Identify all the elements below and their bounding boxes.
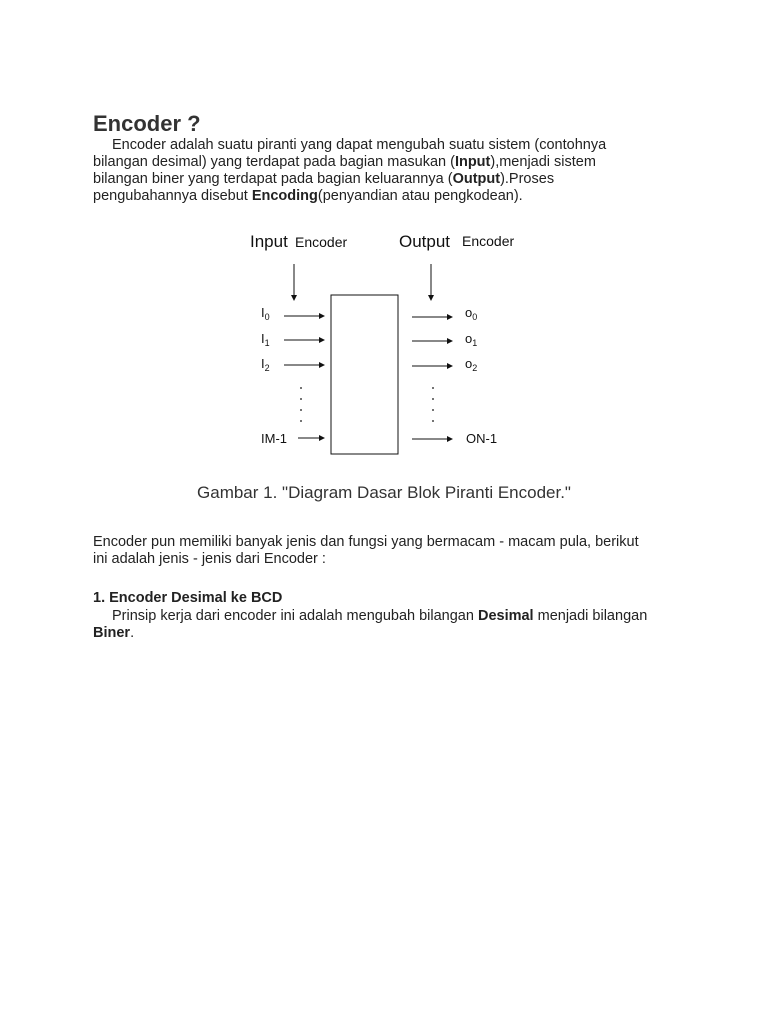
section-heading-decimal-bcd: 1. Encoder Desimal ke BCD [93, 590, 283, 606]
input-label-i2: $I_2$ [261, 356, 270, 373]
diagram-input-label: Input [250, 232, 288, 251]
types-intro-paragraph: Encoder pun memiliki banyak jenis dan fungsi yang bermacam - macam pula, berikut ini adalah jenis - jenis dari Encoder : [93, 534, 639, 567]
output-label-o0: $o_0$ [465, 305, 478, 322]
intro-bold-output: Output [452, 171, 501, 187]
intro-paragraph [93, 137, 653, 205]
section-text-2: menjadi bilangan [533, 608, 648, 624]
output-ellipsis [432, 387, 434, 422]
intro-text-4: (penyandian atau pengkodean). [317, 188, 523, 204]
input-label-i0: $I_0$ [261, 305, 270, 322]
intro-bold-input: Input [454, 154, 491, 170]
section-text-3: . [130, 625, 135, 641]
intro-text-1: Encoder adalah suatu piranti yang dapat mengubah suatu sistem (contohnya bilangan desimal) yang terdapat pada bagian masukan ( [93, 137, 607, 170]
figure-caption: Gambar 1. "Diagram Dasar Blok Piranti Encoder." [197, 483, 571, 502]
input-label-last: IM-1 [261, 431, 287, 446]
output-label-last: ON-1 [466, 431, 498, 446]
diagram-output-encoder-label: Encoder [462, 233, 515, 249]
encoder-block [331, 295, 398, 454]
page-title: Encoder ? [93, 111, 201, 136]
output-label-o1: $o_1$ [465, 331, 478, 348]
output-label-o2: $o_2$ [465, 356, 478, 373]
section-bold-desimal: Desimal [477, 608, 534, 624]
input-label-i1: $I_1$ [261, 331, 270, 348]
intro-text-2: ),menjadi sistem bilangan biner yang terdapat pada bagian keluarannya ( [93, 154, 596, 187]
intro-text-3: ).Proses pengubahannya disebut [93, 171, 555, 204]
input-ellipsis [300, 387, 302, 422]
diagram-input-encoder-label: Encoder [295, 234, 348, 250]
diagram-output-label: Output [399, 232, 451, 251]
section-bold-biner: Biner [93, 625, 131, 641]
section-text-1: Prinsip kerja dari encoder ini adalah mengubah bilangan [112, 608, 478, 624]
intro-bold-encoding: Encoding [251, 188, 318, 204]
section-paragraph-decimal-bcd [93, 608, 653, 642]
encoder-block-diagram [240, 222, 540, 462]
